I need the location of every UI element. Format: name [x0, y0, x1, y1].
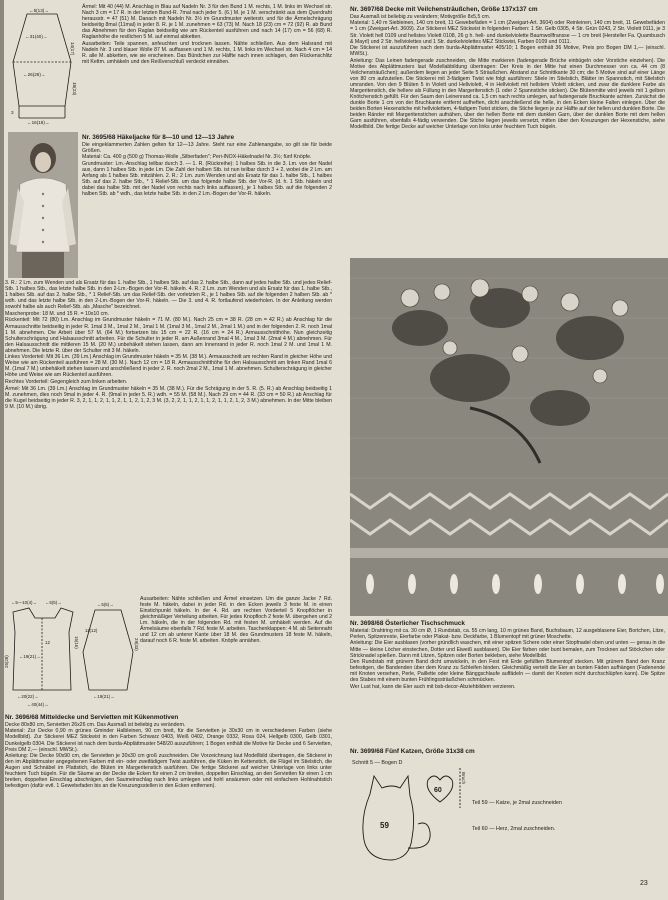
finishing-paragraph: Ausarbeiten: Teile spannen, anfeuchten und trocknen lassen. Nähte schließen. Aus dem Halsrand mit Nadeln Nr. 3 und blauer Wolle 87 M. auffassen und 1 M. rechts, 1 M. links im Wechsel str. Nach 4 cm = 14 R. alle M. abketten, wie sie erscheinen. Das Bündchen zur Hälfte nach innen schlagen, den Rückenschlitz mit Kettm. umhäkeln und den Reißverschluß verdeckt einnähen.: [82, 40, 332, 66]
jacket-sleeve-outline: [83, 610, 133, 690]
pattern-3695: Grundmuster: Lm.-Anschlag teilbar durch 3. — 1. R. (Rückreihe): 1 halbes Stb. in die 3. Lm. von der Nadel aus, dann 1 halbes Stb. in jede Lm. Die Zahl der halben Stb. ist nun teilbar durch 3 + 2, wobei die 2 Lm. am Anfang als 1 halbes Stb. mitzählen. 2. R.: 2 Lm. zum Wenden und als Ersatz für das 1. halbe Stb., 1 halbes Stb. auf das 2. halbe Stb., * 1 Relief-Stb. um das folgende halbe Stb. der Vor-R. (d. h. 1 Stb. häkeln und dabei das halbe Stb. mit der Nadel von rechts nach links auffassen), je 1 halbes Stb. auf die folgenden 2 halben Stb. ab * wdh., das letzte halbe Stb. in den 2 Lm.-Bogen der Vor-R. häkeln.: [82, 161, 332, 198]
page-gutter-shadow: [0, 0, 4, 900]
page-number: 23: [640, 880, 648, 887]
instructions-3696: Anleitung: Die Decke 90x90 cm, die Servietten je 30x30 cm groß zuschneiden. Die Vorzeichnung laut Modellbild übertragen, die Stickerei in den im Abplättmuster angegebenen Farben mit ein- oder zweifädigem Twist ausführen, die Küken im Kettenstich, die Flügel im Stielstich, die Augen und Schnäbel im Plattstich, die Blüten im Margeritenstich ausführen. Die fertige Stickerei auf weicher Unterlage von links unter feuchtem Tuch bügeln. Für die Säume an der Decke die Ecken für einen 2 cm breiten, doppelten Einschlag, an den Servietten für einen 1 cm breiten, doppelten Einschlag abschrägen, den Saumeinschlag nach links umlegen und hohl ansäumen oder mit einfachem Hohlnahtstich befestigen (dafür evtl. 1 Gewebefaden bis an die Kreuzungsstellen in den Ecken entfernen).: [5, 753, 332, 790]
sleeve-label-h2: 14(17): [70, 42, 75, 56]
cat-outline: [363, 776, 414, 860]
jacket-label-top-right: ←5(5)→: [45, 600, 62, 605]
section-3695-title: Nr. 3695/68 Häkeljacke für 8—10 und 12—13 Jahre: [82, 133, 235, 141]
material-3698: Material: Drahtring mit ca. 30 cm Ø, 1 Rundstab, ca. 55 cm lang, 10 m grünes Band, Buchsbaum, 12 ausgeblasene Eier, Bortchen, Litze, Perlen, Spitzenreste, Eierfarbe oder Plakat- bzw. Deckfarbe, 1 Blumentopf mit grüner Moschette.: [350, 627, 665, 640]
sleeve-label-h1: 18(23): [72, 82, 77, 96]
violet-embroidery-photo: [350, 258, 668, 616]
sizes-note: Die eingeklammerten Zahlen gelten für 12—13 Jahre. Steht nur eine Zahlenangabe, so gilt sie für beide Größen.: [82, 141, 332, 154]
instructions-3697: Anleitung: Das Leinen fadengerade zuschneiden, die Mitte markieren (fadengerade Brüche einbügeln oder Vorstiche einziehen). Die Motive des Abplättmusters laut Modellabbildung übertragen: Der Kreis in der Mitte hat einen Durchmesser von ca. 44 cm (8 Veilchensträußchen); außerdem liegen an jeder Seite 5 Sträußchen. Abstand zur Schnittkante 30 cm; die 5 Motive sind auf einer Länge von 80 cm aufzuteilen. Die Stickerei mit 3-fädigem Twist wie folgt ausführen: Stiele im Stielstich, Blätter im Spannstich, mit Stielstich umranden. Von den 9 Blüten 5 in Violett und Hellviolett, 4 in Hellviolett mit hellstem Violett sticken, und zwar die dunklere Farbe als Margeritenstich, die hellere als Füllung in den Margeritenstich (1 oder 2 Spannstiche sticken). Die Blütenmitte wird jeweils mit 1 gelben Knötchenstich gefüllt. Für den Saum den Leinenrand ca. 1,5 cm nach rechts umlegen, auf fadengerade Bruchkante achten. Zunächst die dunkle Borte 1 cm von der Bruchkante entfernt aufheften, dicht anschließend die helle, in den Ecken kleine Falten einlegen. Über die beiden Borten Hexenstiche mit hellviolettem, 4-fädigem Twist sticken, die Stiche liegen je zur Hälfte auf der hellen und dunklen Borte. Die beiden Ränder mit Margeritenstichen aufnähen, über der hellen Borte mit dem dunklen Garn, über der dunklen Borte mit dem hellen Garn ausführen, ebenfalls 4-fädig verwenden. Die Stiche liegen jeweils versetzt, mitten über den Kreuzungen der Hexenstiche, siehe Modellbild. Die fertige Decke auf weicher Unterlage von links unter feuchtem Tuch bügeln.: [350, 57, 665, 131]
rows-3695: 3. R.: 2 Lm. zum Wenden und als Ersatz für das 1. halbe Stb., 1 halbes Stb. auf das 2. halbe Stb., dann auf jedes halbe Stb. und jedes Relief-Stb. 1 halbes Stb., das letzte halbe Stb. in den 2-Lm.-Bogen der Vor-R. häkeln. 4. R.: 2 Lm. zum Wenden und als Ersatz für das 1. halbe Stb., 1 halbes Stb. auf das 2. halbe Stb., * 1 Relief-Stb. um das Relief-Stb. der vorletzten R., je 1 halbes Stb. auf die folgenden 2 halben Stb. ab * wdh. und das letzte halbe Stb. in den 2-Lm.-Bogen der Vor-R. häkeln. — Die 3. und 4. R. fortlaufend wiederholen. In der Anleitung werden sowohl halbe als auch Relief-Stb. als „Masche" bezeichnet.: [5, 280, 332, 311]
sleeve-label-top: ←5(13)→: [29, 8, 49, 13]
finishing-3695: [140, 596, 332, 706]
jacket-label-w2: ←20(22)→: [17, 694, 39, 699]
left-front-3695: Linkes Vorderteil: Mit 36 Lm. (39 Lm.) Anschlag im Grundmuster häkeln = 35 M. (38 M.). Armausschnitt am rechten Rand in gleicher Höhe und Weise wie am Rückenteil ausführen = 28 M. (30 M.). Nach 12 cm = 18 R. Armausschnitthöhe für den Halsausschnitt am linken Rand 1mal 6 M. (1mal 7 M.) unbehäkelt stehen lassen und anschließend in jeder 2. R. noch 2mal 2 M., 1mal 1 M. abnehmen. Schulterschrägung in gleicher Höhe und Weise wie am Rückenteil ausführen.: [5, 354, 332, 379]
material-3696: Material: Zur Decke 0,90 m grünes Gminder Halbleinen, 90 cm breit, für die Servietten je 30x30 cm in verschiedenen Farben (siehe Modellbild). Zur Stickerei MEZ Stickwist in den Farben Schwarz 0403, Weiß 0402, Orange 0332, Rosa 024, Hellgelb 0300, Gelb 0301, Dunkelgelb 0304. Die Stickerei ist nach dem burda-Abplättmuster 548/20 auszuführen; 1 Bogen enthält die Motive für Decke und 6 Servietten, Preis DM 2,— (einschl. MWSt.).: [5, 728, 332, 753]
pattern-3697: Die Stickerei ist auszuführen nach dem burda-Abplättmuster 405/10; 1 Bogen enthält 36 Motive, Preis pro Bogen DM 1,— (einschl. MWSt.).: [350, 45, 665, 58]
sleeve2-label-h: 29(33): [134, 638, 139, 651]
sleeve-label-mid: ←31(40)→: [25, 34, 48, 39]
instructions-3698: Anleitung: Die Eier ausblasen (vorher gründlich waschen, mit einer spitzen Schere oder einer Stopfnadel oben und unten — genau in die Mitte — kleine Löcher einstechen, Dotter und Eiweiß ausblasen). Die Eier färben oder bunt bemalen, zum Trocknen auf Stöckchen oder Stricknadel spießen. Dann mit Litzen, Spitzen oder Borten bekleben, siehe Modellbild.: [350, 640, 665, 659]
cat-part-59-label: Teil 59 — Katze, je 2mal zuschneiden: [472, 800, 562, 806]
section-3695-part2: [5, 280, 332, 594]
size-3697: Das Ausmaß ist beliebig zu verändern; Motivgröße 8x5,5 cm.: [350, 13, 491, 20]
section-3695-part1: [82, 132, 332, 280]
jacket-label-side: 12: [45, 640, 50, 645]
cat-pattern-diagram: [352, 768, 464, 868]
sleeve-label-w: ←26(28)→: [23, 72, 46, 77]
gauge-3695: Maschenprobe: 18 M. und 15 R. = 10x10 cm.: [5, 310, 109, 317]
sleeve2-label-top: ←5(5)→: [97, 602, 114, 607]
girl-jacket-photo: [8, 132, 78, 278]
jacket-label-top-left: ←5—10(4)→: [11, 600, 37, 605]
heart-number-60: 60: [434, 787, 442, 794]
section-3696-title: Nr. 3696/68 Mitteldecke und Servietten mit Kükenmotiven: [5, 713, 179, 721]
fold-label: Bruch: [461, 772, 466, 785]
sleeve-3695: Ärmel: Mit 36 Lm. (39 Lm.) Anschlag im Grundmuster häkeln = 35 M. (38 M.). Für die Schrägung in der 5. R. (5. R.) ab Anschlag beidseitig 1 M. zunehmen, dies noch 9mal in jeder 4. R. (9mal in jeder 5. R.) wdh. = 55 M. (58 M.). Nach 29 cm = 44 R. (33 cm = 50 R.) ab Anschlag für die Kugel beidseitig in jeder R. 3, 2, 1, 1, 2, 1, 1, 2, 1, 1, 2, 1, 2, 3 M. (3, 2, 2, 1, 1, 2, 1, 1, 2, 1, 1, 2, 1, 2, 3 M.) abnehmen. In der Mitte bleiben 9 M. (10 M.) übrig.: [5, 385, 332, 410]
jacket-label-h1: 15(16): [74, 636, 79, 649]
sleeve-outline: [13, 14, 71, 106]
jacket-pattern-diagram: [5, 598, 138, 708]
material-3695: Material: Ca. 400 g (500 g) Thomas-Wolle „Silberfaden"; Peri-INOX-Häkelnadel Nr. 3½; fünf Knöpfe.: [82, 154, 312, 161]
sleeve-label-bottom: ←16(18)→: [27, 120, 50, 125]
sleeve-instructions: [82, 4, 332, 120]
section-3698-title: Nr. 3698/68 Österlicher Tischschmuck: [350, 619, 465, 627]
material-3697: Material: 1,40 m Siebleinen, 140 cm breit, 11 Gewebefäden = 1 cm (Zweigart-Art. 3604) oder Reinleinen, 140 cm breit, 11 Gewebefäden = 1 cm (Zweigart-Art. 3609). Zur Stickerei MEZ Stickwist in folgenden Farben: 1 Str. Gelb 0305, 4 Str. Grün 0243, 2 Str. Violett 0111, je 3 Str. Violett hell 0109 und hellstes Violett 0108, 26 g h. hell- und dunkelviolette Baumwollfransse — 1 cm breit (Hersteller Fa. Quambusch & Mayrl) und 2 Str. hellviolettes und 1 Str. dunkelviolettes MEZ Stickwist, Farben 0109 und 0111.: [350, 20, 665, 45]
jacket-label-w1: ←19(21)→: [19, 654, 41, 659]
cat-tail-outline: [408, 823, 430, 848]
cat-number-59: 59: [380, 821, 389, 830]
sleeve-pattern-diagram: [5, 6, 79, 126]
finishing-3695-text: Ausarbeiten: Nähte schließen und Ärmel einsetzen. Um die ganze Jacke 7 Rd. feste M. häkeln, dabei in jeder Rd. in den Ecken jeweils 3 feste M. in einen Einstichpunkt häkeln. In der 4. Rd. am rechten Vorderteil 5 Knopflöcher in gleichmäßiger Verteilung arbeiten. Für jedes Knopfloch 2 feste M. übergehen und 2 Lm. häkeln, die in der folgenden Rd. mit festen M. umhäkelt werden. Auf die Ärmelsäume ebenfalls 7 Rd. feste M. arbeiten. Taschenklappen: 4 M. ab Seitennaht und 12 cm ab unterer Kante über 18 M. des Grundmusters 18 feste M. häkeln, darauf noch 6 R. feste M. arbeiten. Knöpfe annähen.: [140, 596, 332, 645]
decor-tip-3698: Wer Lust hat, kann die Eier auch mit bsb-decor-Abziehbildern verzieren.: [350, 683, 516, 690]
sleeve-paragraph: Ärmel: Mit 40 (44) M. Anschlag in Blau auf Nadeln Nr. 3 für den Bund 1 M. rechts, 1 M. links im Wechsel str. Nach 3 cm = 17 R. in der letzten Bund-R. 7mal nach jeder 5. (6.) M. je 1 M. verschränkt aus dem Querdraht herausstr. = 47 (51) M. Danach mit Nadeln Nr. 3½ im Grundmuster weiterstr. und für die Ärmelschrägung beidseitig 8mal (11mal) in jeder 8. R. je 1 M. zunehmen = 63 (73) M. Nach 18 (23) cm = 72 (92) R. ab Bund das Abnehmen für den Raglan beidseitig wie am Rückenteil ausführen und nach 14 (17) cm = 56 (68) R. Raglanhöhe die restlichen 5 M. auf einmal abketten.: [82, 4, 332, 41]
size-3696: Decke 80x80 cm, Servietten 26x26 cm. Das Ausmaß ist beliebig zu verändern.: [5, 721, 186, 728]
jacket-label-w3: ←40(44)→: [27, 702, 49, 707]
sleeve2-label-h2: 11(12): [85, 628, 98, 633]
jacket-label-h2: 25(28): [4, 655, 9, 668]
jacket-back-outline: [13, 608, 73, 690]
sleeve2-label-w: ←19(21)→: [93, 694, 115, 699]
back-3695: Rückenteil: Mit 72 (80) Lm. Anschlag im Grundmuster häkeln = 71 M. (80 M.). Nach 25 cm = 38 R. (28 cm = 42 R.) ab Anschlag für die Armausschnitte beidseitig in jeder R. 1mal 3 M., 1mal 2 M., 1mal 1 M. (1mal 3 M., 1mal 2 M., 2mal 1 M.) und in der folgenden 2. R. noch 1mal 1 M. abnehmen. Die Arbeit über 57 M. (64 M.) fortsetzen bis 15 cm = 22 R. (16 cm = 24 R.) Armausschnitthöhe. Nun gleichzeitig Schulterschrägung und Halsausschnitt arbeiten. Für die Schulter in jeder R. am Außenrand 3mal 4 M., 1mal 3 M. (2mal 4 M.) abnehmen. Für den Halsausschnitt die mittleren 15 M. (20 M.) unbehäkelt stehen lassen, dann am Innenrand in jeder R. noch 1mal 2 M. und 1mal 1 M. abnehmen. Die letzte R. über der Schulter mit 3 M. häkeln.: [5, 317, 332, 354]
section-3697-title: Nr. 3697/68 Decke mit Veilchensträußchen, Größe 137x137 cm: [350, 5, 538, 13]
heart-part-60-label: Teil 60 — Herz, 2mal zuschneiden.: [472, 826, 556, 832]
assembly-3698: Den Rundstab mit grünem Band dicht umwickeln, in den Fest mit Erde gefüllten Blumentopf stecken. Mit grünem Band den Kranz befestigen, die Bandenden über dem Kranz zu Schleifen binden. Gleichmäßig verteilt die Eier an bunten Fäden aufhängen (Fadenende mit Knoten versehen, Perle, Paillette oder kleine Bänggschlaufe auffädeln — damit der Knoten nicht durchschlüpfen kann). Die Spitze des Stabes mit einem bunten Frühlingssträußchen schmücken.: [350, 659, 665, 684]
section-3699-title: Nr. 3699/68 Fünf Katzen, Größe 31x38 cm: [350, 747, 475, 755]
section-3698: [350, 618, 665, 744]
sleeve-label-side: 3: [11, 110, 14, 115]
right-front-3695: Rechtes Vorderteil: Gegengleich zum linken arbeiten.: [5, 379, 128, 386]
section-3696: [5, 712, 332, 900]
cat-schnitt-label: Schnitt 5 — Bogen D: [352, 760, 403, 766]
section-3697: [350, 4, 665, 258]
